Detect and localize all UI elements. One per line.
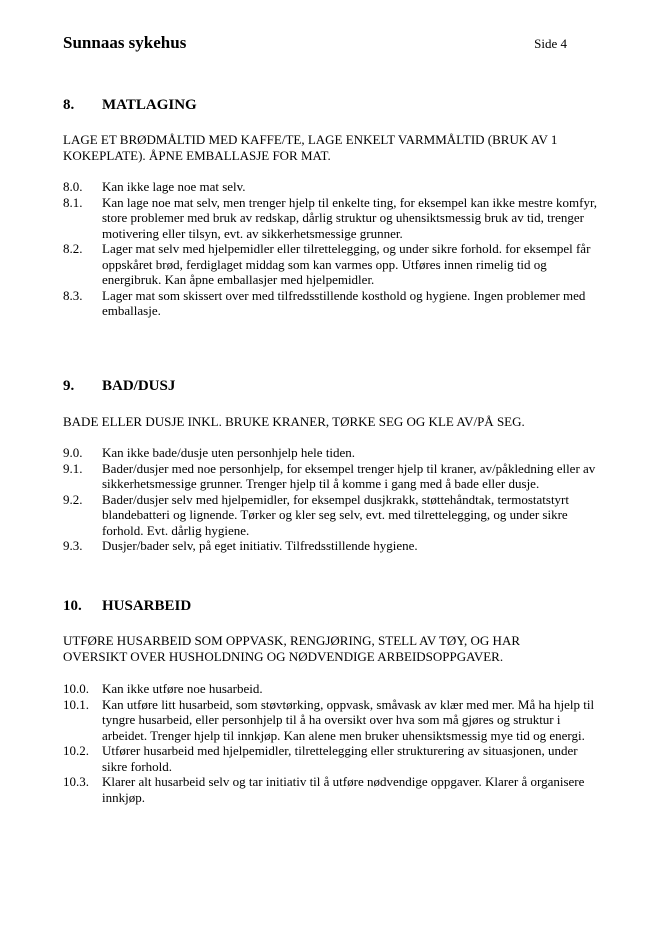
item-code: 10.1. bbox=[63, 696, 89, 712]
item-code: 8.0. bbox=[63, 179, 83, 194]
list-item bbox=[63, 697, 603, 744]
item-code: 8.3. bbox=[63, 287, 83, 303]
list-item bbox=[63, 743, 603, 774]
list-item bbox=[63, 445, 603, 461]
item-text: Bader/dusjer selv med hjelpemidler, for eksempel dusjkrakk, støttehåndtak, termostatstyrt blandebatteri og lignende. Tørker og kler seg selv, evt. med tilrettelegging, og under sikre forhold. Evt. dårlig hygiene. bbox=[102, 491, 569, 538]
item-text: Kan utføre litt husarbeid, som støvtørking, oppvask, småvask av klær med mer. Må ha hjelp til tyngre husarbeid, eller personhjelp til å ha oversikt over hva som må gjøres og struktur i arbeidet. Trenger hjelp til innkjøp. Kan alene men bruker uhensiktsmessig mye tid og energi. bbox=[102, 696, 595, 743]
item-text: Bader/dusjer med noe personhjelp, for eksempel trenger hjelp til kraner, av/påkledning eller av sikkerhetsmessige grunner. Trenger hjelp til å komme i gang med å bade eller dusje. bbox=[102, 460, 596, 491]
item-text: Lager mat selv med hjelpemidler eller tilrettelegging, og under sikre forhold. for eksempel får oppskåret brød, ferdiglaget middag som kan varmes opp. Utføres innen rimelig tid og energibruk. Kan åpne emballasjer med hjelpemidler. bbox=[102, 241, 591, 287]
item-code: 9.3. bbox=[63, 538, 83, 553]
item-list-bad-dusj bbox=[63, 445, 603, 554]
list-item bbox=[63, 461, 603, 492]
list-item bbox=[63, 241, 603, 288]
section-heading: MATLAGING bbox=[102, 97, 197, 113]
section-title-husarbeid bbox=[63, 598, 191, 615]
list-item bbox=[63, 681, 603, 697]
organization-name: Sunnaas sykehus bbox=[63, 33, 187, 52]
section-title-matlaging bbox=[63, 97, 197, 114]
item-code: 8.2. bbox=[63, 241, 83, 256]
page-number: Side 4 bbox=[534, 36, 567, 51]
item-code: 9.0. bbox=[63, 445, 83, 460]
item-text: Dusjer/bader selv, på eget initiativ. Tilfredsstillende hygiene. bbox=[102, 538, 418, 553]
item-code: 10.3. bbox=[63, 774, 89, 789]
list-item bbox=[63, 774, 603, 805]
item-text: Lager mat som skissert over med tilfredsstillende kosthold og hygiene. Ingen problemer med emballasje. bbox=[102, 287, 586, 318]
list-item bbox=[63, 179, 603, 195]
list-item bbox=[63, 492, 603, 539]
section-heading: HUSARBEID bbox=[102, 598, 192, 614]
page-header bbox=[63, 33, 567, 55]
list-item bbox=[63, 538, 603, 554]
item-list-husarbeid bbox=[63, 681, 603, 805]
section-description: LAGE ET BRØDMÅLTID MED KAFFE/TE, LAGE ENKELT VARMMÅLTID (BRUK AV 1 KOKEPLATE). ÅPNE EMBALLASJE FOR MAT. bbox=[63, 132, 558, 163]
item-list-matlaging bbox=[63, 179, 603, 319]
item-code: 10.2. bbox=[63, 743, 89, 758]
item-code: 9.2. bbox=[63, 491, 83, 507]
list-item bbox=[63, 288, 603, 319]
section-description: UTFØRE HUSARBEID SOM OPPVASK, RENGJØRING, STELL AV TØY, OG HAR OVERSIKT OVER HUSHOLDNING OG NØDVENDIGE ARBEIDSOPPGAVER. bbox=[63, 633, 520, 664]
section-number: 10. bbox=[63, 598, 82, 614]
item-text: Klarer alt husarbeid selv og tar initiativ til å utføre nødvendige oppgaver. Klarer å organisere innkjøp. bbox=[102, 774, 585, 805]
item-code: 10.0. bbox=[63, 681, 89, 696]
item-text: Kan ikke utføre noe husarbeid. bbox=[102, 681, 263, 696]
item-text: Kan ikke lage noe mat selv. bbox=[102, 179, 246, 194]
section-heading: BAD/DUSJ bbox=[102, 378, 176, 394]
item-text: Utfører husarbeid med hjelpemidler, tilrettelegging eller strukturering av situasjonen, under sikre forhold. bbox=[102, 743, 578, 774]
section-description: BADE ELLER DUSJE INKL. BRUKE KRANER, TØRKE SEG OG KLE AV/PÅ SEG. bbox=[63, 414, 525, 429]
item-code: 9.1. bbox=[63, 460, 83, 476]
section-title-bad-dusj bbox=[63, 378, 175, 395]
section-number: 9. bbox=[63, 378, 75, 394]
list-item bbox=[63, 195, 603, 242]
item-code: 8.1. bbox=[63, 194, 83, 210]
item-text: Kan ikke bade/dusje uten personhjelp hele tiden. bbox=[102, 445, 356, 460]
item-text: Kan lage noe mat selv, men trenger hjelp til enkelte ting, for eksempel kan ikke mestre komfyr, store problemer med bruk av redskap, dårlig struktur og uhensiktsmessig bruk av tid, trenger motivering eller tilsyn, evt. av sikkerhetsmessige grunner. bbox=[102, 194, 598, 241]
section-number: 8. bbox=[63, 97, 75, 113]
